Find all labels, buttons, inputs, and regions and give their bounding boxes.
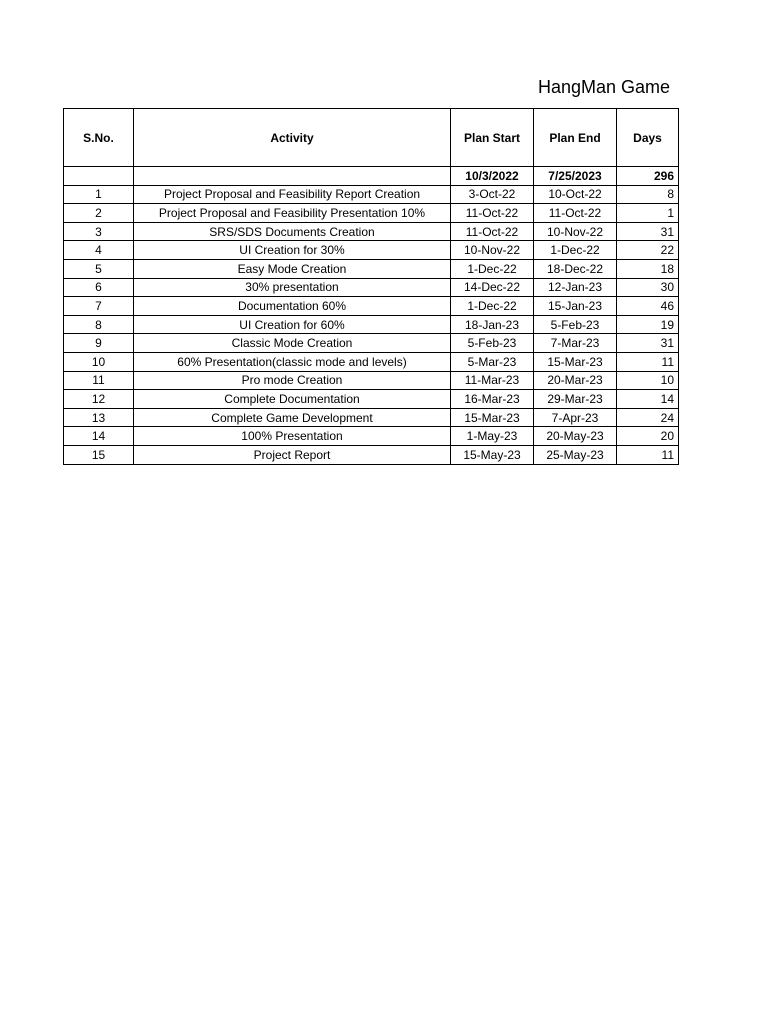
cell-sno: 12 xyxy=(64,390,134,409)
cell-plan-start: 1-Dec-22 xyxy=(451,259,534,278)
cell-plan-start: 15-Mar-23 xyxy=(451,408,534,427)
cell-plan-start: 11-Oct-22 xyxy=(451,204,534,223)
cell-plan-end: 20-May-23 xyxy=(534,427,617,446)
totals-days: 296 xyxy=(617,167,679,186)
cell-plan-start: 18-Jan-23 xyxy=(451,315,534,334)
cell-sno: 10 xyxy=(64,352,134,371)
table-row xyxy=(64,297,679,316)
cell-activity: Classic Mode Creation xyxy=(134,334,451,353)
header-sno: S.No. xyxy=(64,109,134,167)
cell-plan-start: 15-May-23 xyxy=(451,445,534,464)
cell-sno: 15 xyxy=(64,445,134,464)
table-row xyxy=(64,204,679,223)
cell-sno: 4 xyxy=(64,241,134,260)
cell-plan-start: 5-Mar-23 xyxy=(451,352,534,371)
cell-days: 46 xyxy=(617,297,679,316)
table-row xyxy=(64,390,679,409)
cell-activity: Project Report xyxy=(134,445,451,464)
cell-activity: 30% presentation xyxy=(134,278,451,297)
cell-plan-end: 15-Jan-23 xyxy=(534,297,617,316)
totals-plan-start: 10/3/2022 xyxy=(451,167,534,186)
table-row xyxy=(64,315,679,334)
cell-plan-start: 1-Dec-22 xyxy=(451,297,534,316)
cell-plan-end: 7-Mar-23 xyxy=(534,334,617,353)
cell-plan-start: 5-Feb-23 xyxy=(451,334,534,353)
cell-days: 31 xyxy=(617,334,679,353)
header-activity: Activity xyxy=(134,109,451,167)
cell-plan-start: 1-May-23 xyxy=(451,427,534,446)
cell-sno: 2 xyxy=(64,204,134,223)
cell-plan-start: 3-Oct-22 xyxy=(451,185,534,204)
cell-activity: Pro mode Creation xyxy=(134,371,451,390)
table-row xyxy=(64,241,679,260)
cell-activity: Documentation 60% xyxy=(134,297,451,316)
table-row xyxy=(64,427,679,446)
cell-plan-end: 11-Oct-22 xyxy=(534,204,617,223)
totals-plan-end: 7/25/2023 xyxy=(534,167,617,186)
cell-sno: 3 xyxy=(64,222,134,241)
cell-sno: 6 xyxy=(64,278,134,297)
cell-plan-end: 20-Mar-23 xyxy=(534,371,617,390)
cell-plan-start: 11-Mar-23 xyxy=(451,371,534,390)
cell-activity: Complete Documentation xyxy=(134,390,451,409)
cell-plan-start: 11-Oct-22 xyxy=(451,222,534,241)
table-row xyxy=(64,445,679,464)
header-days: Days xyxy=(617,109,679,167)
table-row xyxy=(64,278,679,297)
totals-sno xyxy=(64,167,134,186)
header-plan-start: Plan Start xyxy=(451,109,534,167)
cell-plan-end: 1-Dec-22 xyxy=(534,241,617,260)
table-row xyxy=(64,334,679,353)
cell-activity: UI Creation for 60% xyxy=(134,315,451,334)
cell-sno: 7 xyxy=(64,297,134,316)
totals-row xyxy=(64,167,679,186)
cell-sno: 1 xyxy=(64,185,134,204)
cell-activity: Project Proposal and Feasibility Presentation 10% xyxy=(134,204,451,223)
cell-activity: Easy Mode Creation xyxy=(134,259,451,278)
cell-days: 11 xyxy=(617,445,679,464)
cell-plan-end: 15-Mar-23 xyxy=(534,352,617,371)
cell-activity: Complete Game Development xyxy=(134,408,451,427)
cell-plan-end: 29-Mar-23 xyxy=(534,390,617,409)
table-row xyxy=(64,185,679,204)
cell-activity: SRS/SDS Documents Creation xyxy=(134,222,451,241)
cell-plan-start: 16-Mar-23 xyxy=(451,390,534,409)
cell-activity: Project Proposal and Feasibility Report Creation xyxy=(134,185,451,204)
cell-days: 10 xyxy=(617,371,679,390)
cell-days: 24 xyxy=(617,408,679,427)
cell-activity: UI Creation for 30% xyxy=(134,241,451,260)
table-row xyxy=(64,259,679,278)
cell-days: 30 xyxy=(617,278,679,297)
cell-plan-end: 10-Nov-22 xyxy=(534,222,617,241)
cell-days: 11 xyxy=(617,352,679,371)
cell-plan-end: 10-Oct-22 xyxy=(534,185,617,204)
cell-sno: 9 xyxy=(64,334,134,353)
cell-plan-start: 14-Dec-22 xyxy=(451,278,534,297)
cell-activity: 60% Presentation(classic mode and levels) xyxy=(134,352,451,371)
cell-sno: 13 xyxy=(64,408,134,427)
header-row xyxy=(64,109,679,167)
cell-plan-end: 12-Jan-23 xyxy=(534,278,617,297)
cell-days: 1 xyxy=(617,204,679,223)
cell-days: 18 xyxy=(617,259,679,278)
cell-plan-start: 10-Nov-22 xyxy=(451,241,534,260)
cell-plan-end: 7-Apr-23 xyxy=(534,408,617,427)
cell-sno: 11 xyxy=(64,371,134,390)
cell-days: 31 xyxy=(617,222,679,241)
cell-days: 8 xyxy=(617,185,679,204)
cell-sno: 8 xyxy=(64,315,134,334)
cell-days: 14 xyxy=(617,390,679,409)
cell-activity: 100% Presentation xyxy=(134,427,451,446)
table-row xyxy=(64,408,679,427)
cell-plan-end: 25-May-23 xyxy=(534,445,617,464)
cell-days: 19 xyxy=(617,315,679,334)
cell-days: 22 xyxy=(617,241,679,260)
cell-plan-end: 18-Dec-22 xyxy=(534,259,617,278)
header-plan-end: Plan End xyxy=(534,109,617,167)
document-title: HangMan Game xyxy=(538,77,671,97)
table-row xyxy=(64,352,679,371)
cell-plan-end: 5-Feb-23 xyxy=(534,315,617,334)
table-row xyxy=(64,371,679,390)
cell-sno: 14 xyxy=(64,427,134,446)
cell-days: 20 xyxy=(617,427,679,446)
cell-sno: 5 xyxy=(64,259,134,278)
table-row xyxy=(64,222,679,241)
schedule-table xyxy=(63,108,679,465)
totals-activity xyxy=(134,167,451,186)
